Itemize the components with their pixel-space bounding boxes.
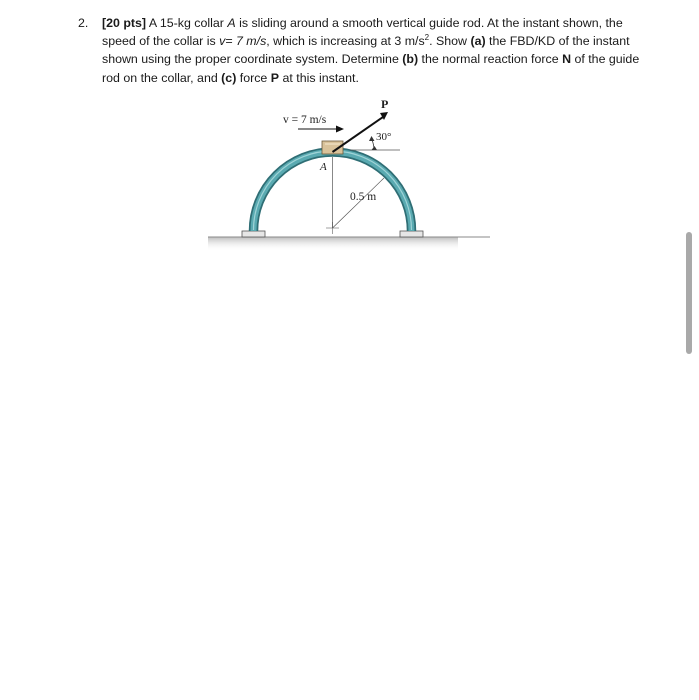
- force-n-label: N: [562, 52, 572, 67]
- collar-a-label: A: [320, 161, 327, 173]
- accel-exponent: 2: [424, 33, 430, 43]
- left-base-plate: [242, 231, 265, 237]
- text-run: of the guide rod on the collar, and: [102, 52, 640, 85]
- angle-arc-arrowhead-bottom: [372, 146, 378, 150]
- text-run: the normal reaction force: [418, 52, 563, 67]
- text-run: , which is increasing at 3 m/s: [266, 34, 425, 49]
- text-run: the FBD/KD of the instant shown using the proper coordinate system. Determine: [102, 34, 630, 67]
- radius-label: 0.5 m: [350, 191, 377, 203]
- text-run: A 15-kg collar: [146, 16, 228, 30]
- problem-text: [102, 14, 653, 87]
- text-run: force: [236, 70, 271, 85]
- text-run: is sliding around a smooth vertical guide rod. At the instant shown, the speed of the collar is: [102, 16, 623, 49]
- angle-arc-arrowhead-top: [369, 136, 375, 141]
- text-run: at this instant.: [279, 70, 359, 85]
- problem-number: 2.: [78, 16, 89, 30]
- angle-label: 30°: [376, 131, 392, 143]
- right-base-plate: [400, 231, 423, 237]
- text-run: . Show: [429, 34, 471, 49]
- part-c-label: (c): [221, 70, 237, 85]
- guide-rod-figure: [200, 92, 500, 257]
- points-label: [20 pts]: [102, 16, 147, 30]
- part-a-label: (a): [470, 34, 486, 49]
- radius-line: [333, 178, 385, 228]
- force-p-label: P: [270, 70, 280, 85]
- figure-svg: [200, 92, 500, 257]
- vertical-scrollbar[interactable]: [686, 232, 692, 354]
- velocity-arrowhead: [336, 126, 344, 133]
- problem-statement: [78, 14, 653, 87]
- velocity-label: v = 7 m/s: [283, 114, 327, 126]
- collar-name: A: [227, 16, 236, 30]
- part-b-label: (b): [402, 52, 419, 67]
- force-p-label: P: [381, 97, 389, 111]
- ground-shade: [208, 237, 458, 251]
- speed-value: v= 7 m/s: [219, 34, 267, 49]
